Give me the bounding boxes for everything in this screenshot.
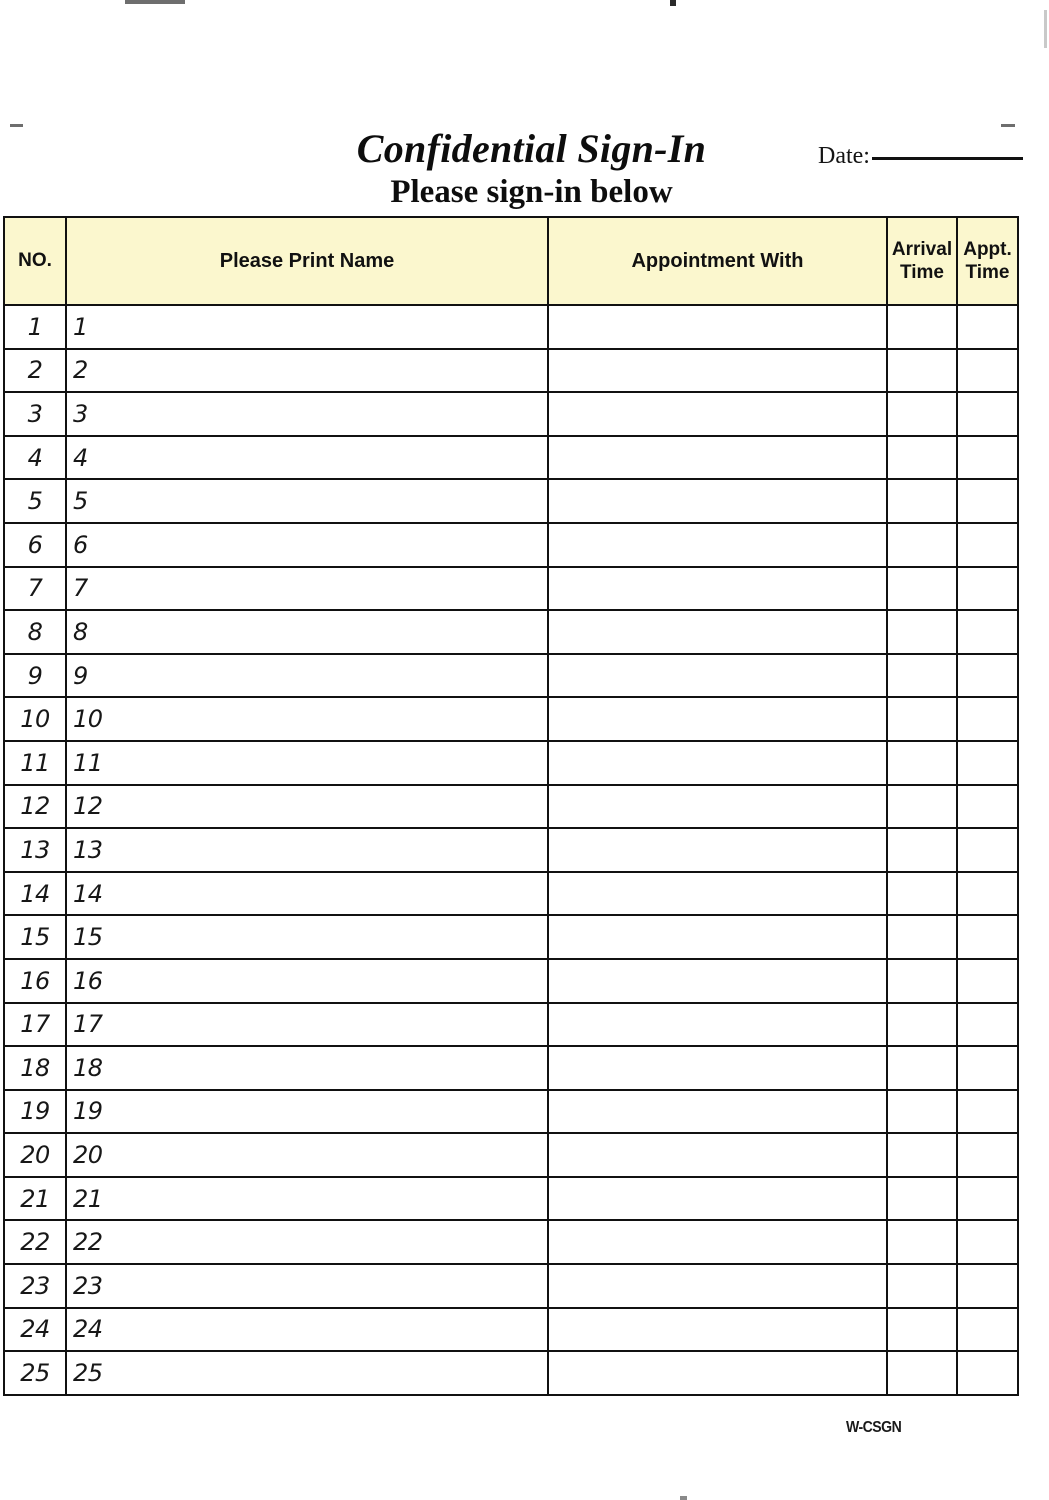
- table-row: [4, 436, 1018, 480]
- row-number: 7: [4, 567, 66, 611]
- appt-time-cell[interactable]: [957, 349, 1018, 393]
- date-input-line[interactable]: [872, 157, 1023, 160]
- print-name-cell[interactable]: 16: [66, 959, 548, 1003]
- print-name-cell[interactable]: 9: [66, 654, 548, 698]
- appt-time-cell[interactable]: [957, 959, 1018, 1003]
- column-header-arrival-time: [887, 217, 957, 305]
- appt-time-cell[interactable]: [957, 523, 1018, 567]
- arrival-time-cell[interactable]: [887, 785, 957, 829]
- row-number: 15: [4, 915, 66, 959]
- table-row: [4, 479, 1018, 523]
- table-row: [4, 305, 1018, 349]
- arrival-time-cell[interactable]: [887, 1046, 957, 1090]
- date-field[interactable]: [818, 143, 1023, 169]
- title-block: [0, 126, 1049, 212]
- print-name-cell[interactable]: 5: [66, 479, 548, 523]
- print-name-cell[interactable]: 6: [66, 523, 548, 567]
- arrival-time-line2: Time: [899, 262, 944, 283]
- appt-time-cell[interactable]: [957, 785, 1018, 829]
- appt-time-line2: Time: [965, 262, 1010, 283]
- appointment-with-cell[interactable]: [548, 436, 887, 480]
- appointment-with-cell[interactable]: [548, 1351, 887, 1395]
- appointment-with-cell[interactable]: [548, 654, 887, 698]
- appointment-with-cell[interactable]: [548, 479, 887, 523]
- print-name-cell[interactable]: 3: [66, 392, 548, 436]
- print-name-cell[interactable]: 21: [66, 1177, 548, 1221]
- appt-time-cell[interactable]: [957, 654, 1018, 698]
- column-header-name: Please Print Name: [66, 217, 548, 305]
- appt-time-cell[interactable]: [957, 1264, 1018, 1308]
- crop-mark-right-tick: [1001, 124, 1015, 127]
- appointment-with-cell[interactable]: [548, 1090, 887, 1134]
- arrival-time-cell[interactable]: [887, 1133, 957, 1177]
- table-row: [4, 828, 1018, 872]
- arrival-time-cell[interactable]: [887, 741, 957, 785]
- print-name-cell[interactable]: 7: [66, 567, 548, 611]
- print-name-cell[interactable]: 10: [66, 697, 548, 741]
- table-row: [4, 1133, 1018, 1177]
- appointment-with-cell[interactable]: [548, 1046, 887, 1090]
- row-number: 19: [4, 1090, 66, 1134]
- print-name-cell[interactable]: 15: [66, 915, 548, 959]
- appt-time-cell[interactable]: [957, 697, 1018, 741]
- appt-time-cell[interactable]: [957, 1133, 1018, 1177]
- row-number: 24: [4, 1308, 66, 1352]
- row-number: 23: [4, 1264, 66, 1308]
- print-name-cell[interactable]: 4: [66, 436, 548, 480]
- print-name-cell[interactable]: 25: [66, 1351, 548, 1395]
- row-number: 25: [4, 1351, 66, 1395]
- table-row: [4, 1220, 1018, 1264]
- table-body: [4, 305, 1018, 1395]
- print-name-cell[interactable]: 18: [66, 1046, 548, 1090]
- arrival-time-cell[interactable]: [887, 697, 957, 741]
- appt-time-cell[interactable]: [957, 392, 1018, 436]
- arrival-time-cell[interactable]: [887, 567, 957, 611]
- appt-time-cell[interactable]: [957, 915, 1018, 959]
- row-number: 9: [4, 654, 66, 698]
- appt-time-cell[interactable]: [957, 1308, 1018, 1352]
- arrival-time-cell[interactable]: [887, 828, 957, 872]
- arrival-time-cell[interactable]: [887, 305, 957, 349]
- table-row: [4, 1003, 1018, 1047]
- table-row: [4, 1090, 1018, 1134]
- table-row: [4, 1264, 1018, 1308]
- appointment-with-cell[interactable]: [548, 610, 887, 654]
- row-number: 8: [4, 610, 66, 654]
- appointment-with-cell[interactable]: [548, 872, 887, 916]
- appointment-with-cell[interactable]: [548, 567, 887, 611]
- crop-mark-right-edge: [1044, 10, 1047, 48]
- arrival-time-cell[interactable]: [887, 1177, 957, 1221]
- arrival-time-cell[interactable]: [887, 392, 957, 436]
- arrival-time-cell[interactable]: [887, 654, 957, 698]
- appt-time-cell[interactable]: [957, 479, 1018, 523]
- appt-time-cell[interactable]: [957, 828, 1018, 872]
- arrival-time-cell[interactable]: [887, 1003, 957, 1047]
- table-row: [4, 1177, 1018, 1221]
- signin-table: [3, 216, 1019, 1396]
- appt-time-cell[interactable]: [957, 1090, 1018, 1134]
- appointment-with-cell[interactable]: [548, 523, 887, 567]
- print-name-cell[interactable]: 14: [66, 872, 548, 916]
- appt-time-cell[interactable]: [957, 741, 1018, 785]
- table-row: [4, 392, 1018, 436]
- table-row: [4, 697, 1018, 741]
- appointment-with-cell[interactable]: [548, 959, 887, 1003]
- appointment-with-cell[interactable]: [548, 392, 887, 436]
- row-number: 22: [4, 1220, 66, 1264]
- table-row: [4, 610, 1018, 654]
- appointment-with-cell[interactable]: [548, 1133, 887, 1177]
- appt-time-cell[interactable]: [957, 1046, 1018, 1090]
- table-row: [4, 567, 1018, 611]
- print-name-cell[interactable]: 17: [66, 1003, 548, 1047]
- row-number: 6: [4, 523, 66, 567]
- arrival-time-cell[interactable]: [887, 349, 957, 393]
- appointment-with-cell[interactable]: [548, 741, 887, 785]
- page-subtitle: Please sign-in below: [390, 174, 673, 210]
- print-name-cell[interactable]: 19: [66, 1090, 548, 1134]
- row-number: 2: [4, 349, 66, 393]
- table-row: [4, 959, 1018, 1003]
- arrival-time-line1: Arrival: [891, 239, 953, 260]
- table-row: [4, 741, 1018, 785]
- arrival-time-cell[interactable]: [887, 523, 957, 567]
- appt-time-cell[interactable]: [957, 610, 1018, 654]
- arrival-time-cell[interactable]: [887, 1090, 957, 1134]
- print-name-cell[interactable]: 11: [66, 741, 548, 785]
- appointment-with-cell[interactable]: [548, 697, 887, 741]
- print-name-cell[interactable]: 13: [66, 828, 548, 872]
- table-row: [4, 785, 1018, 829]
- crop-mark-top-center: [670, 0, 676, 6]
- arrival-time-cell[interactable]: [887, 436, 957, 480]
- table-row: [4, 523, 1018, 567]
- appt-time-cell[interactable]: [957, 436, 1018, 480]
- appointment-with-cell[interactable]: [548, 1220, 887, 1264]
- appointment-with-cell[interactable]: [548, 305, 887, 349]
- row-number: 11: [4, 741, 66, 785]
- print-name-cell[interactable]: 24: [66, 1308, 548, 1352]
- date-label: Date:: [818, 143, 870, 169]
- appt-time-cell[interactable]: [957, 872, 1018, 916]
- page-title: Confidential Sign-In: [356, 126, 707, 171]
- print-name-cell[interactable]: 12: [66, 785, 548, 829]
- arrival-time-cell[interactable]: [887, 1351, 957, 1395]
- appointment-with-cell[interactable]: [548, 1264, 887, 1308]
- appointment-with-cell[interactable]: [548, 1003, 887, 1047]
- row-number: 3: [4, 392, 66, 436]
- print-name-cell[interactable]: 22: [66, 1220, 548, 1264]
- appointment-with-cell[interactable]: [548, 349, 887, 393]
- appt-time-cell[interactable]: [957, 305, 1018, 349]
- appointment-with-cell[interactable]: [548, 1177, 887, 1221]
- print-name-cell[interactable]: 23: [66, 1264, 548, 1308]
- arrival-time-cell[interactable]: [887, 479, 957, 523]
- arrival-time-cell[interactable]: [887, 1308, 957, 1352]
- arrival-time-cell[interactable]: [887, 1264, 957, 1308]
- row-number: 14: [4, 872, 66, 916]
- appt-time-cell[interactable]: [957, 1003, 1018, 1047]
- print-name-cell[interactable]: 2: [66, 349, 548, 393]
- print-name-cell[interactable]: 8: [66, 610, 548, 654]
- appt-time-line1: Appt.: [963, 239, 1012, 260]
- table-row: [4, 915, 1018, 959]
- arrival-time-cell[interactable]: [887, 1220, 957, 1264]
- appt-time-cell[interactable]: [957, 567, 1018, 611]
- row-number: 20: [4, 1133, 66, 1177]
- row-number: 16: [4, 959, 66, 1003]
- arrival-time-cell[interactable]: [887, 915, 957, 959]
- appointment-with-cell[interactable]: [548, 828, 887, 872]
- table-row: [4, 1351, 1018, 1395]
- row-number: 13: [4, 828, 66, 872]
- arrival-time-cell[interactable]: [887, 610, 957, 654]
- row-number: 17: [4, 1003, 66, 1047]
- row-number: 1: [4, 305, 66, 349]
- form-code: W-CSGN: [846, 1419, 902, 1436]
- print-name-cell[interactable]: 20: [66, 1133, 548, 1177]
- column-header-appointment-with: Appointment With: [548, 217, 887, 305]
- appt-time-cell[interactable]: [957, 1220, 1018, 1264]
- row-number: 12: [4, 785, 66, 829]
- row-number: 5: [4, 479, 66, 523]
- table-row: [4, 654, 1018, 698]
- print-name-cell[interactable]: 1: [66, 305, 548, 349]
- table-header: [4, 217, 1018, 305]
- crop-mark-top-left: [125, 0, 185, 4]
- arrival-time-cell[interactable]: [887, 872, 957, 916]
- arrival-time-cell[interactable]: [887, 959, 957, 1003]
- appointment-with-cell[interactable]: [548, 1308, 887, 1352]
- row-number: 21: [4, 1177, 66, 1221]
- table-header-row: [4, 217, 1018, 305]
- appointment-with-cell[interactable]: [548, 785, 887, 829]
- table-row: [4, 872, 1018, 916]
- table-row: [4, 1046, 1018, 1090]
- appt-time-cell[interactable]: [957, 1177, 1018, 1221]
- table-row: [4, 349, 1018, 393]
- row-number: 18: [4, 1046, 66, 1090]
- table-row: [4, 1308, 1018, 1352]
- column-header-no: NO.: [4, 217, 66, 305]
- row-number: 10: [4, 697, 66, 741]
- crop-mark-bottom: [680, 1496, 687, 1500]
- row-number: 4: [4, 436, 66, 480]
- appt-time-cell[interactable]: [957, 1351, 1018, 1395]
- column-header-appt-time: [957, 217, 1018, 305]
- crop-mark-left-tick: [10, 124, 23, 127]
- appointment-with-cell[interactable]: [548, 915, 887, 959]
